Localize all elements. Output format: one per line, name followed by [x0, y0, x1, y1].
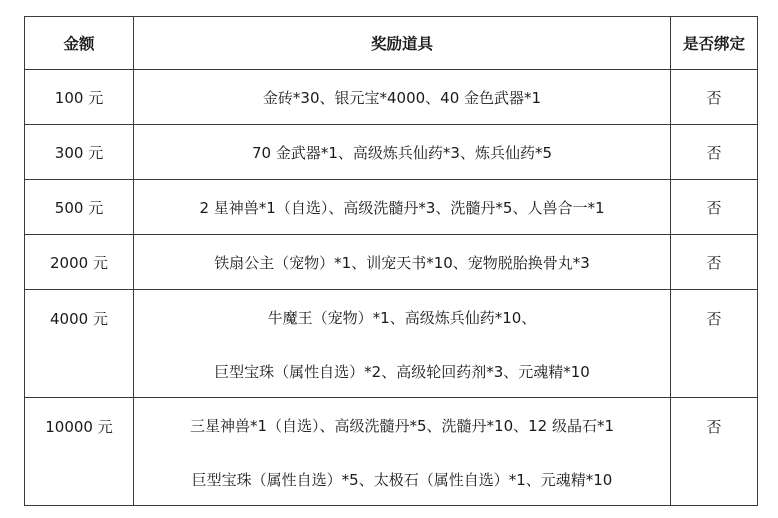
bind-status-cell: 否 — [671, 180, 758, 235]
reward-items-cell — [134, 180, 671, 235]
bind-status-cell: 否 — [671, 398, 758, 506]
table-row — [25, 235, 758, 290]
amount-cell: 10000 元 — [25, 398, 134, 506]
reward-line: 牛魔王（宠物）*1、高级炼兵仙药*10、 — [267, 309, 537, 327]
table-header-row — [25, 17, 758, 70]
reward-line: 巨型宝珠（属性自选）*5、太极石（属性自选）*1、元魂精*10 — [191, 471, 613, 489]
header-reward-items: 奖励道具 — [134, 17, 671, 70]
amount-cell: 2000 元 — [25, 235, 134, 290]
bind-status-cell: 否 — [671, 70, 758, 125]
reward-line: 巨型宝珠（属性自选）*2、高级轮回药剂*3、元魂精*10 — [214, 363, 590, 381]
reward-line: 铁扇公主（宠物）*1、训宠天书*10、宠物脱胎换骨丸*3 — [214, 253, 590, 272]
amount-cell: 100 元 — [25, 70, 134, 125]
table-row — [25, 398, 758, 506]
reward-items-cell — [134, 235, 671, 290]
table-row — [25, 125, 758, 180]
reward-items-cell — [134, 398, 671, 506]
amount-cell: 500 元 — [25, 180, 134, 235]
header-amount: 金额 — [25, 17, 134, 70]
amount-cell: 300 元 — [25, 125, 134, 180]
bind-status-cell: 否 — [671, 235, 758, 290]
reward-items-cell — [134, 125, 671, 180]
table-row — [25, 70, 758, 125]
table-row — [25, 290, 758, 398]
bind-status-cell: 否 — [671, 290, 758, 398]
header-is-bound: 是否绑定 — [671, 17, 758, 70]
reward-line: 2 星神兽*1（自选）、高级洗髓丹*3、洗髓丹*5、人兽合一*1 — [199, 198, 605, 217]
reward-items-cell — [134, 290, 671, 398]
table-row — [25, 180, 758, 235]
reward-table — [24, 16, 758, 506]
amount-cell: 4000 元 — [25, 290, 134, 398]
reward-items-cell — [134, 70, 671, 125]
reward-line: 70 金武器*1、高级炼兵仙药*3、炼兵仙药*5 — [252, 143, 552, 162]
bind-status-cell: 否 — [671, 125, 758, 180]
reward-line: 金砖*30、银元宝*4000、40 金色武器*1 — [262, 88, 542, 107]
reward-line: 三星神兽*1（自选）、高级洗髓丹*5、洗髓丹*10、12 级晶石*1 — [189, 417, 615, 435]
